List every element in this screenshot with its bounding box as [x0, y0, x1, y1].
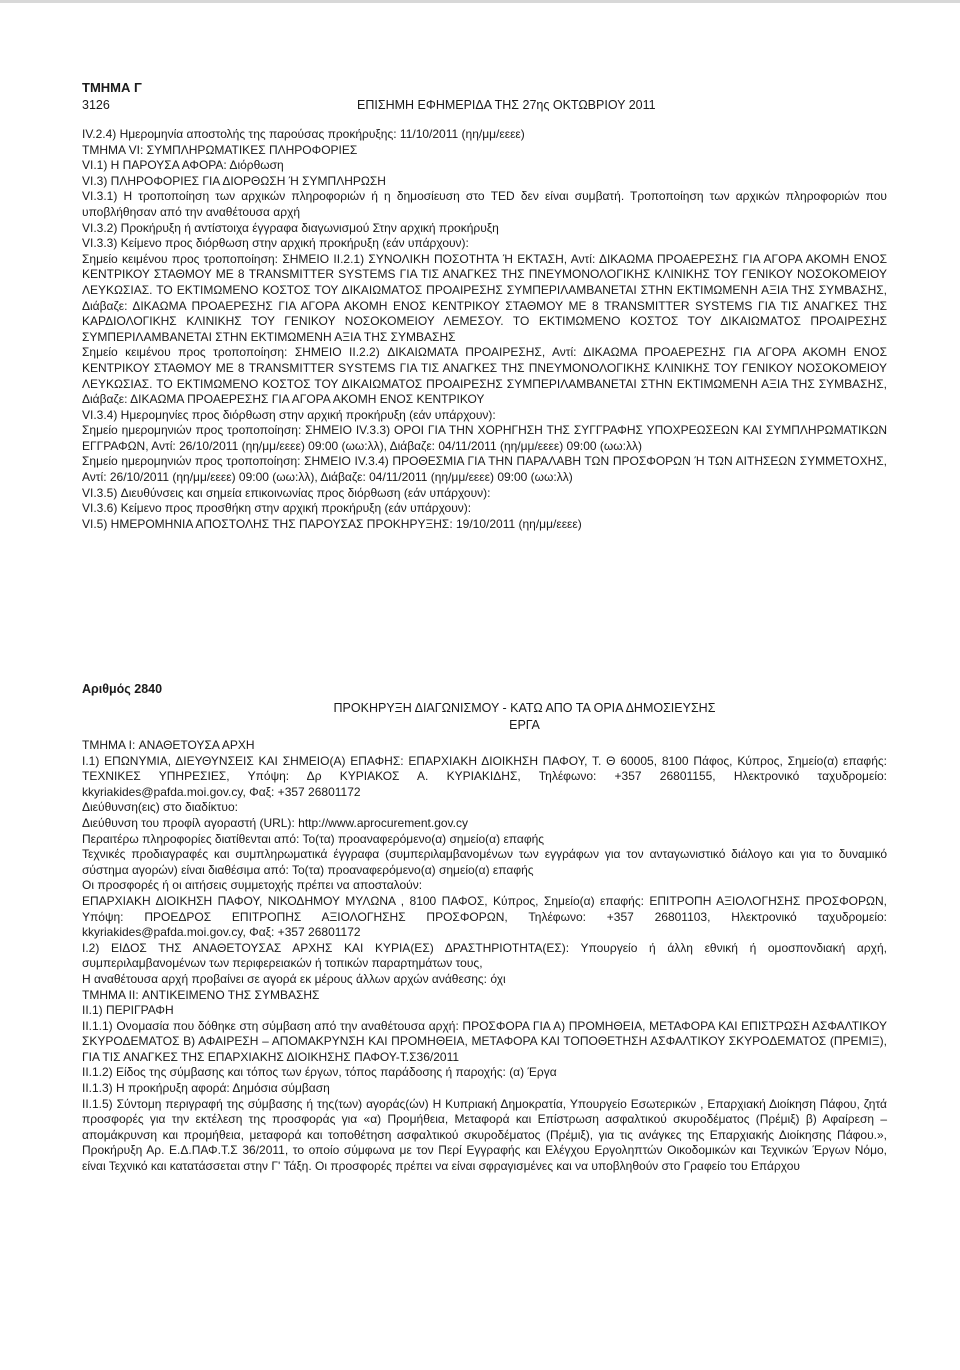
paragraph: VI.3.6) Κείμενο προς προσθήκη στην αρχική προκήρυξη (εάν υπάρχουν):: [82, 501, 472, 516]
paragraph: I.2) ΕΙΔΟΣ ΤΗΣ ΑΝΑΘΕΤΟΥΣΑΣ ΑΡΧΗΣ ΚΑΙ ΚΥΡΙΑ(ΕΣ) ΔΡΑΣΤΗΡΙΟΤΗΤΑ(ΕΣ): Υπουργείο ή άλλη εθνική ή ομοσπονδιακή αρχή, συμπεριλαμβανομένων των περιφερειακών ή τοπικών παραρτημάτων τους,: [82, 940, 887, 971]
paragraph: VI.3.1) Η τροποποίηση των αρχικών πληροφοριών ή η δημοσίευση στο TED δεν είναι συμβατή. Τροποποίηση των αρχικών πληροφοριών που υποβλήθησαν από την αναθέτουσα αρχή: [82, 189, 887, 219]
paragraph: Διεύθυνση(εις) στο διαδίκτυο:: [82, 800, 238, 815]
paragraph: VI.3.3) Κείμενο προς διόρθωση στην αρχική προκήρυξη (εάν υπάρχουν):: [82, 236, 469, 251]
paragraph: II.1.5) Σύντομη περιγραφή της σύμβασης ή της(των) αγοράς(ών) Η Κυπριακή Δημοκρατία, Υπουργείο Εσωτερικών , Επαρχιακή Διοίκηση Πάφου, ζητά προσφορές για την εκτέλεση της προσφοράς για «α) Προμήθεια, Μεταφορά και Επίστρωση ασφαλτικού σκυροδέματος (Πρέμιξ) β) Αφαίρεση – απομάκρυνση και προμήθεια, μεταφορά και τοποθέτηση ασφαλτικού σκυροδέματος (Πρέμιξ), για τις ανάγκες της Επαρχιακής Διοίκησης Πάφου.», Προκήρυξη Αρ. Ε.Δ.ΠΑΦ.Τ.Σ 36/2011, το οποίο σύμφωνα με τον Περί Εγγραφής και Ελέγχου Εργοληπτών Οικοδομικών και Τεχνικών Έργων Νόμο, είναι Τεχνικό και κατατάσσεται στην Γ' Τάξη. Οι προσφορές πρέπει να είναι σφραγισμένες και να υποβληθούν στο Γραφείο του Επάρχου: [82, 1096, 887, 1174]
tender-notice-text: [82, 738, 887, 1175]
section-heading: ΤΜΗΜΑ VI: ΣΥΜΠΛΗΡΩΜΑΤΙΚΕΣ ΠΛΗΡΟΦΟΡΙΕΣ: [82, 142, 358, 157]
paragraph: VI.3.2) Προκήρυξη ή αντίστοιχα έγγραφα διαγωνισμού Στην αρχική προκήρυξη: [82, 220, 499, 235]
paragraph: Περαιτέρω πληροφορίες διατίθενται από: Το(τα) προαναφερόμενο(α) σημείο(α) επαφής: [82, 831, 545, 846]
paragraph: Σημείο ημερομηνιών προς τροποποίηση: ΣΗΜΕΙΟ IV.3.4) ΠΡΟΘΕΣΜΙΑ ΓΙΑ ΤΗΝ ΠΑΡΑΛΑΒΗ ΤΩΝ ΠΡΟΣΦΟΡΩΝ Ή ΤΩΝ ΑΙΤΗΣΕΩΝ ΣΥΜΜΕΤΟΧΗΣ, Αντί: 26/10/2011 (ηη/μμ/εεεε) 09:00 (ωω:λλ), Διάβαζε: 04/11/2011 (ηη/μμ/εεεε) 09:00 (ωω:λλ): [82, 454, 887, 485]
section-label: ΤΜΗΜΑ Γ: [82, 80, 142, 95]
paragraph: Οι προσφορές ή οι αιτήσεις συμμετοχής πρέπει να αποσταλούν:: [82, 878, 423, 893]
correction-notice-text: [82, 127, 887, 532]
paragraph: VI.3) ΠΛΗΡΟΦΟΡΙΕΣ ΓΙΑ ΔΙΟΡΘΩΣΗ Ή ΣΥΜΠΛΗΡΩΣΗ: [82, 173, 386, 188]
paragraph: II.1.1) Ονομασία που δόθηκε στη σύμβαση από την αναθέτουσα αρχή: ΠΡΟΣΦΟΡΑ ΓΙΑ Α) ΠΡΟΜΗΘΕΙΑ, ΜΕΤΑΦΟΡΑ ΚΑΙ ΕΠΙΣΤΡΩΣΗ ΑΣΦΑΛΤΙΚΟΥ ΣΚΥΡΟΔΕΜΑΤΟΣ Β) ΑΦΑΙΡΕΣΗ – ΑΠΟΜΑΚΡΥΝΣΗ ΚΑΙ ΠΡΟΜΗΘΕΙΑ, ΜΕΤΑΦΟΡΑ ΚΑΙ ΤΟΠΟΘΕΤΗΣΗ ΑΣΦΑΛΤΙΚΟΥ ΣΚΥΡΟΔΕΜΑΤΟΣ (ΠΡΕΜΙΞ), ΓΙΑ ΤΙΣ ΑΝΑΓΚΕΣ ΤΗΣ ΕΠΑΡΧΙΑΚΗΣ ΔΙΟΙΚΗΣΗΣ ΠΑΦΟΥ-Τ.Σ36/2011: [82, 1018, 887, 1064]
paragraph: Σημείο κειμένου προς τροποποίηση: ΣΗΜΕΙΟ II.2.2) ΔΙΚΑΙΩΜΑΤΑ ΠΡΟΑΙΡΕΣΗΣ, Αντί: ΔΙΚΑΩΜΑ ΠΡΟΑΕΡΕΣΗΣ ΓΙΑ ΑΓΟΡΑ ΑΚΟΜΗ ΕΝΟΣ ΚΕΝΤΡΙΚΟΥ ΣΤΑΘΜΟΥ ΜΕ 8 TRANSMITTER SYSTEMS ΓΙΑ ΤΙΣ ΑΝΑΓΚΕΣ ΤΗΣ ΠΝΕΥΜΟΝΟΛΟΓΙΚΗΣ ΚΛΙΝΙΚΗΣ ΤΟΥ ΓΕΝΙΚΟΥ ΝΟΣΟΚΟΜΕΙΟΥ ΛΕΥΚΩΣΙΑΣ. ΤΟ ΕΚΤΙΜΩΜΕΝΟ ΚΟΣΤΟΣ ΤΟΥ ΔΙΚΑΙΩΜΑΤΟΣ ΠΡΟΑΙΡΕΣΗΣ ΣΥΜΠΕΡΙΛΑΜΒΑΝΕΤΑΙ ΣΤΗΝ ΕΚΤΙΜΩΜΕΝΗ ΑΞΙΑ ΤΗΣ ΣΥΜΒΑΣΗΣ, Διάβαζε: ΔΙΚΑΩΜΑ ΠΡΟΑΕΡΕΣΗΣ ΓΙΑ ΑΓΟΡΑ ΑΚΟΜΗ ΕΝΟΣ ΚΕΝΤΡΙΚΟΥ: [82, 345, 887, 407]
paragraph: ΕΠΑΡΧΙΑΚΗ ΔΙΟΙΚΗΣΗ ΠΑΦΟΥ, ΝΙΚΟΔΗΜΟΥ ΜΥΛΩΝΑ , 8100 ΠΑΦΟΣ, Κύπρος, Σημείο(α) επαφής: ΕΠΙΤΡΟΠΗ ΑΞΙΟΛΟΓΗΣΗΣ ΠΡΟΣΦΟΡΩΝ, Υπόψη: ΠΡΟΕΔΡΟΣ ΕΠΙΤΡΟΠΗΣ ΑΞΙΟΛΟΓΗΣΗΣ ΠΡΟΣΦΟΡΩΝ, Τηλέφωνο: +357 26801103, Ηλεκτρονικό ταχυδρομείο: kkyriakides@pafda.moi.gov.cy, Φαξ: +357 26801172: [82, 893, 887, 940]
paragraph: II.1) ΠΕΡΙΓΡΑΦΗ: [82, 1003, 174, 1018]
notice-title: [82, 700, 887, 734]
paragraph: VI.5) ΗΜΕΡΟΜΗΝΙΑ ΑΠΟΣΤΟΛΗΣ ΤΗΣ ΠΑΡΟΥΣΑΣ ΠΡΟΚΗΡΥΞΗΣ: 19/10/2011 (ηη/μμ/εεεε): [82, 516, 582, 531]
paragraph: Τεχνικές προδιαγραφές και συμπληρωματικά έγγραφα (συμπεριλαμβανομένων των εγγράφων για τον ανταγωνιστικό διάλογο και για το δυναμικό σύστημα αγορών) είναι διαθέσιμα από: Το(τα) προαναφερόμενο(α) σημείο(α) επαφής: [82, 847, 887, 877]
notice-number: Αριθμός 2840: [82, 682, 163, 696]
page-header: [82, 98, 902, 116]
page-number: 3126: [82, 98, 110, 112]
paragraph: II.1.2) Είδος της σύμβασης και τόπος των έργων, τόπος παράδοσης ή παροχής: (α) Έργα: [82, 1065, 557, 1080]
section-heading: ΤΜΗΜΑ I: ΑΝΑΘΕΤΟΥΣΑ ΑΡΧΗ: [82, 738, 255, 752]
paragraph: VI.3.4) Ημερομηνίες προς διόρθωση στην αρχική προκήρυξη (εάν υπάρχουν):: [82, 407, 496, 422]
section-heading: ΤΜΗΜΑ II: ΑΝΤΙΚΕΙΜΕΝΟ ΤΗΣ ΣΥΜΒΑΣΗΣ: [82, 987, 320, 1002]
paragraph: Σημείο κειμένου προς τροποποίηση: ΣΗΜΕΙΟ II.2.1) ΣΥΝΟΛΙΚΗ ΠΟΣΟΤΗΤΑ Ή ΕΚΤΑΣΗ, Αντί: ΔΙΚΑΩΜΑ ΠΡΟΑΕΡΕΣΗΣ ΓΙΑ ΑΓΟΡΑ ΑΚΟΜΗ ΕΝΟΣ ΚΕΝΤΡΙΚΟΥ ΣΤΑΘΜΟΥ ΜΕ 8 TRANSMITTER SYSTEMS ΓΙΑ ΤΙΣ ΑΝΑΓΚΕΣ ΤΗΣ ΠΝΕΥΜΟΝΟΛΟΓΙΚΗΣ ΚΛΙΝΙΚΗΣ ΤΟΥ ΓΕΝΙΚΟΥ ΝΟΣΟΚΟΜΕΙΟΥ ΛΕΥΚΩΣΙΑΣ. ΤΟ ΕΚΤΙΜΩΜΕΝΟ ΚΟΣΤΟΣ ΤΟΥ ΔΙΚΑΙΩΜΑΤΟΣ ΠΡΟΑΙΡΕΣΗΣ ΣΥΜΠΕΡΙΛΑΜΒΑΝΕΤΑΙ ΣΤΗΝ ΕΚΤΙΜΩΜΕΝΗ ΑΞΙΑ ΤΗΣ ΣΥΜΒΑΣΗΣ, Διάβαζε: ΔΙΚΑΩΜΑ ΠΡΟΑΕΡΕΣΗΣ ΓΙΑ ΑΓΟΡΑ ΑΚΟΜΗ ΕΝΟΣ ΚΕΝΤΡΙΚΟΥ ΣΤΑΘΜΟΥ ΜΕ 8 TRANSMITTER SYSTEMS ΓΙΑ ΤΙΣ ΑΝΑΓΚΕΣ ΤΗΣ ΚΑΡΔΙΟΛΟΓΙΚΗΣ ΚΛΙΝΙΚΗΣ ΤΟΥ ΓΕΝΙΚΟΥ ΝΟΣΟΚΟΜΕΙΟΥ ΛΕΜΕΣΟΥ. ΤΟ ΕΚΤΙΜΩΜΕΝΟ ΚΟΣΤΟΣ ΤΟΥ ΔΙΚΑΙΩΜΑΤΟΣ ΠΡΟΑΙΡΕΣΗΣ ΣΥΜΠΕΡΙΛΑΜΒΑΝΕΤΑΙ ΣΤΗΝ ΕΚΤΙΜΩΜΕΝΗ ΑΞΙΑ ΤΗΣ ΣΥΜΒΑΣΗΣ: [82, 251, 887, 344]
paragraph: IV.2.4) Ημερομηνία αποστολής της παρούσας προκήρυξης: 11/10/2011 (ηη/μμ/εεεε): [82, 127, 525, 141]
paragraph: VI.1) Η ΠΑΡΟΥΣΑ ΑΦΟΡΑ: Διόρθωση: [82, 158, 284, 173]
paragraph: Σημείο ημερομηνιών προς τροποποίηση: ΣΗΜΕΙΟ IV.3.3) ΟΡΟΙ ΓΙΑ ΤΗΝ ΧΟΡΗΓΗΣΗ ΤΗΣ ΣΥΓΓΡΑΦΗΣ ΥΠΟΧΡΕΩΣΕΩΝ ΚΑΙ ΣΥΜΠΛΗΡΩΜΑΤΙΚΩΝ ΕΓΓΡΑΦΩΝ, Αντί: 26/10/2011 (ηη/μμ/εεεε) 09:00 (ωω:λλ), Διάβαζε: 04/11/2011 (ηη/μμ/εεεε) 09:00 (ωω:λλ): [82, 423, 887, 453]
paragraph: I.1) ΕΠΩΝΥΜΙΑ, ΔΙΕΥΘΥΝΣΕΙΣ ΚΑΙ ΣΗΜΕΙΟ(Α) ΕΠΑΦΗΣ: ΕΠΑΡΧΙΑΚΗ ΔΙΟΙΚΗΣΗ ΠΑΦΟΥ, Τ. Θ 60005, 8100 Πάφος, Κύπρος, Σημείο(α) επαφής: ΤΕΧΝΙΚΕΣ ΥΠΗΡΕΣΙΕΣ, Υπόψη: Δρ ΚΥΡΙΑΚΟΣ Α. ΚΥΡΙΑΚΙΔΗΣ, Τηλέφωνο: +357 26801155, Ηλεκτρονικό ταχυδρομείο: kkyriakides@pafda.moi.gov.cy, Φαξ: +357 26801172: [82, 753, 887, 799]
notice-title-line: ΠΡΟΚΗΡΥΞΗ ΔΙΑΓΩΝΙΣΜΟΥ - ΚΑΤΩ ΑΠΟ ΤΑ ΟΡΙΑ ΔΗΜΟΣΙΕΥΣΗΣ: [333, 701, 716, 715]
paragraph: Διεύθυνση του προφίλ αγοραστή (URL): http://www.aprocurement.gov.cy: [82, 815, 468, 830]
scan-edge: [0, 0, 960, 3]
paragraph: II.1.3) Η προκήρυξη αφορά: Δημόσια σύμβαση: [82, 1081, 330, 1096]
notice-title-line: ΕΡΓΑ: [509, 718, 540, 732]
paragraph: Η αναθέτουσα αρχή προβαίνει σε αγορά εκ μέρους άλλων αρχών ανάθεσης: όχι: [82, 971, 506, 986]
paragraph: VI.3.5) Διευθύνσεις και σημεία επικοινωνίας προς διόρθωση (εάν υπάρχουν):: [82, 485, 491, 500]
gazette-title: ΕΠΙΣΗΜΗ ΕΦΗΜΕΡΙΔΑ ΤΗΣ 27ης ΟΚΤΩΒΡΙΟΥ 2011: [357, 98, 656, 112]
